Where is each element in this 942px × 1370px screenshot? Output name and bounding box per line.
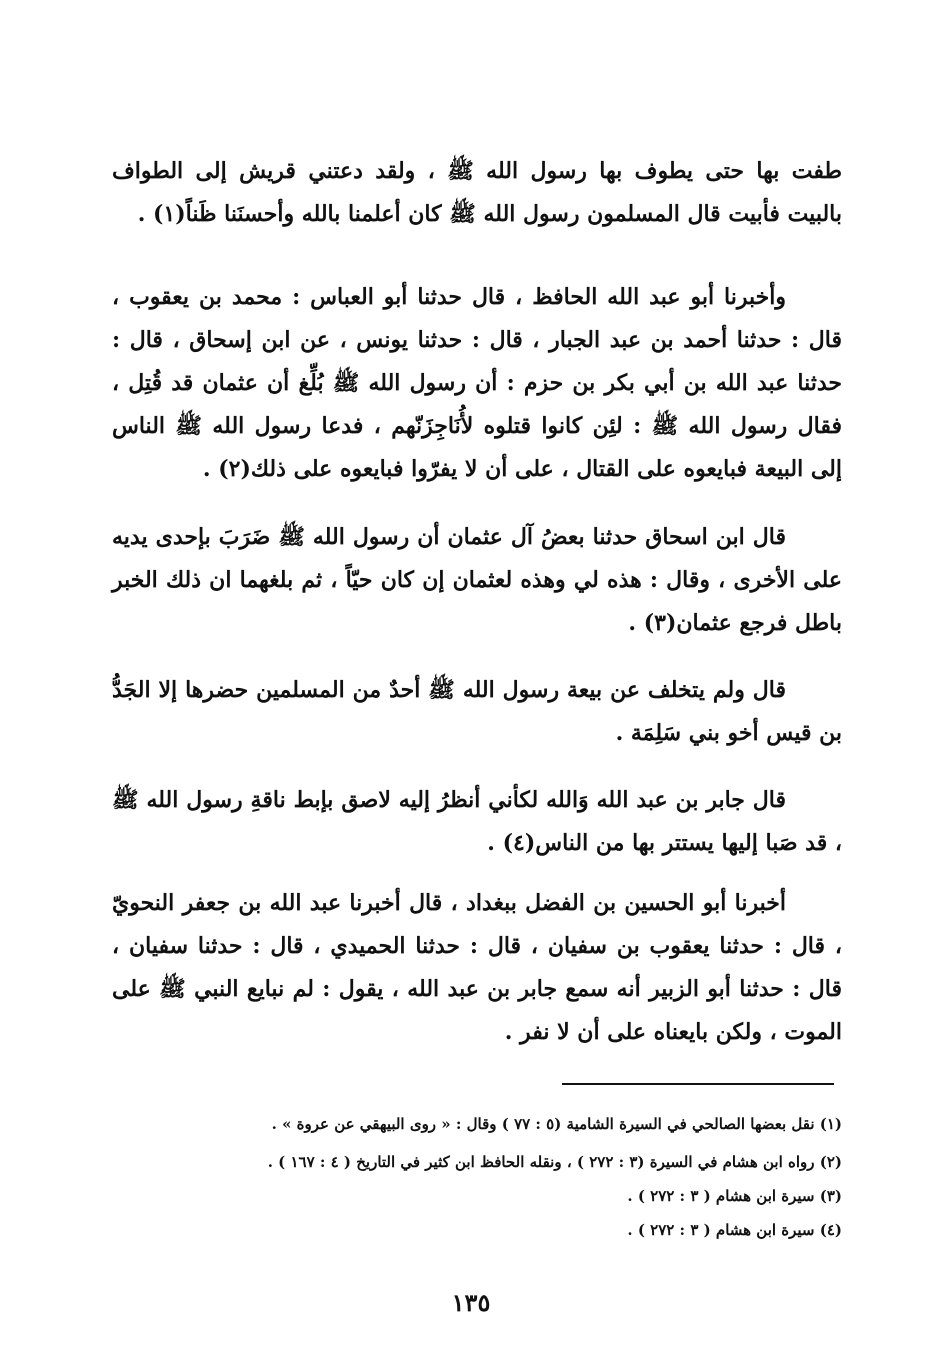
footnote-3: (٣) سيرة ابن هشام ( ٣ : ٢٧٢ ) .	[627, 1187, 842, 1205]
paragraph-jabir: قال جابر بن عبد الله وَالله لكأني أنظرُ إليه لاصق بإبط ناقةِ رسول الله ﷺ ، قد صَبا إليها يستتر بها من الناس(٤) .	[112, 787, 842, 856]
footnote-divider	[562, 1083, 834, 1085]
footnote-4: (٤) سيرة ابن هشام ( ٣ : ٢٧٢ ) .	[627, 1221, 842, 1239]
footnote-1: (١) نقل بعضها الصالحي في السيرة الشامية (٥ : ٧٧ ) وقال : « روى البيهقي عن عروة » .	[271, 1115, 842, 1133]
paragraph-uthman-report: وأخبرنا أبو عبد الله الحافظ ، قال حدثنا أبو العباس : محمد بن يعقوب ، قال : حدثنا أحمد بن عبد الجبار ، قال : حدثنا يونس ، عن ابن إسحاق ، قال : حدثنا عبد الله بن أبي بكر بن حزم : أن رسول الله ﷺ بُلِّغ أن عثمان قد قُتِل ، فقال رسول الله ﷺ : لئِن كانوا قتلوه لأُنَاجِزَنّهم ، فدعا رسول الله ﷺ الناس إلى البيعة فبايعوه على القتال ، على أن لا يفرّوا فبايعوه على ذلك(٢) .	[112, 284, 842, 482]
paragraph-ibn-ishaq: قال ابن اسحاق حدثنا بعضُ آل عثمان أن رسول الله ﷺ ضَرَبَ بإحدى يديه على الأخرى ، وقال : هذه لي وهذه لعثمان إن كان حيّاً ، ثم بلغهما ان ذلك الخبر باطل فرجع عثمان(٣) .	[112, 524, 842, 636]
paragraph-bayah-absentee: قال ولم يتخلف عن بيعة رسول الله ﷺ أحدٌ من المسلمين حضرها إلا الجَدُّ بن قيس أخو بني سَلِمَة .	[112, 677, 842, 746]
paragraph-continuation: طفت بها حتى يطوف بها رسول الله ﷺ ، ولقد دعتني قريش إلى الطواف بالبيت فأبيت قال المسلمون رسول الله ﷺ كان أعلمنا بالله وأحسنَنا ظَناً(١) .	[112, 158, 842, 227]
footnote-2: (٢) رواه ابن هشام في السيرة (٣ : ٢٧٢ ) ، ونقله الحافظ ابن كثير في التاريخ ( ٤ : ١٦٧ ) .	[267, 1153, 842, 1171]
paragraph-abu-al-husayn: أخبرنا أبو الحسين بن الفضل ببغداد ، قال أخبرنا عبد الله بن جعفر النحويّ ، قال : حدثنا يعقوب بن سفيان ، قال : حدثنا الحميدي ، قال : حدثنا سفيان ، قال : حدثنا أبو الزبير أنه سمع جابر بن عبد الله ، يقول : لم نبايع النبي ﷺ على الموت ، ولكن بايعناه على أن لا نفر .	[112, 890, 842, 1045]
page-number: ١٣٥	[451, 1288, 491, 1317]
